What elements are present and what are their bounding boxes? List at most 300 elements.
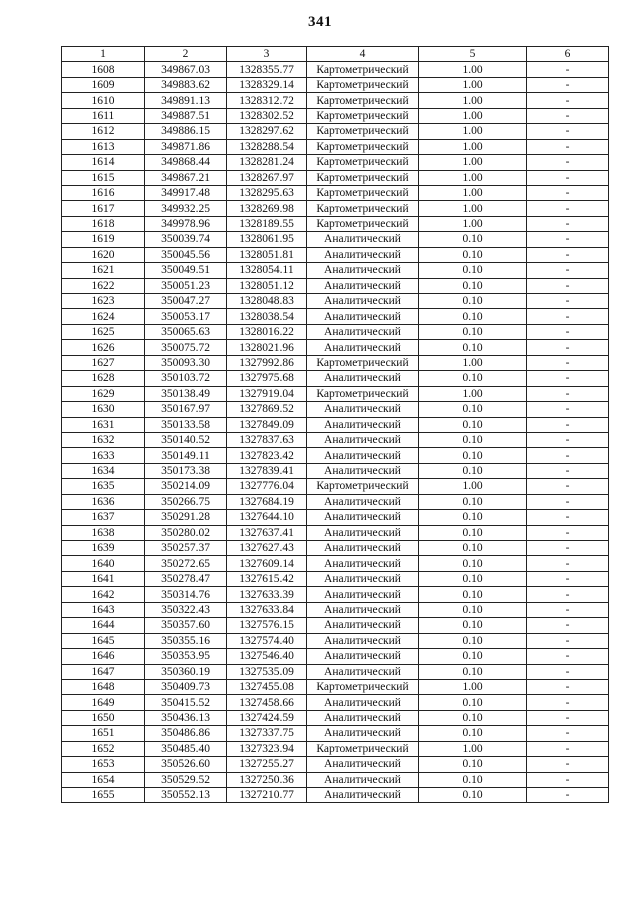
table-row xyxy=(62,510,609,525)
note-cell: - xyxy=(527,155,609,170)
y-coordinate-cell: 1328054.11 xyxy=(227,263,307,278)
x-coordinate-cell: 350314.76 xyxy=(145,587,227,602)
x-coordinate-cell: 350436.13 xyxy=(145,710,227,725)
column-header-3: 3 xyxy=(227,47,307,62)
point-number-cell: 1648 xyxy=(62,679,145,694)
method-cell: Аналитический xyxy=(307,757,419,772)
point-number-cell: 1618 xyxy=(62,216,145,231)
x-coordinate-cell: 350257.37 xyxy=(145,541,227,556)
method-cell: Аналитический xyxy=(307,294,419,309)
accuracy-cell: 0.10 xyxy=(419,510,527,525)
table-row xyxy=(62,402,609,417)
x-coordinate-cell: 350526.60 xyxy=(145,757,227,772)
point-number-cell: 1650 xyxy=(62,710,145,725)
point-number-cell: 1654 xyxy=(62,772,145,787)
x-coordinate-cell: 350133.58 xyxy=(145,417,227,432)
accuracy-cell: 0.10 xyxy=(419,633,527,648)
accuracy-cell: 0.10 xyxy=(419,710,527,725)
method-cell: Аналитический xyxy=(307,618,419,633)
x-coordinate-cell: 350149.11 xyxy=(145,448,227,463)
note-cell: - xyxy=(527,788,609,803)
note-cell: - xyxy=(527,541,609,556)
table-row xyxy=(62,757,609,772)
accuracy-cell: 1.00 xyxy=(419,62,527,77)
point-number-cell: 1637 xyxy=(62,510,145,525)
table-row xyxy=(62,170,609,185)
y-coordinate-cell: 1328329.14 xyxy=(227,77,307,92)
note-cell: - xyxy=(527,494,609,509)
table-row xyxy=(62,448,609,463)
accuracy-cell: 0.10 xyxy=(419,232,527,247)
y-coordinate-cell: 1328021.96 xyxy=(227,340,307,355)
accuracy-cell: 1.00 xyxy=(419,93,527,108)
y-coordinate-cell: 1327919.04 xyxy=(227,386,307,401)
accuracy-cell: 0.10 xyxy=(419,448,527,463)
table-row xyxy=(62,340,609,355)
point-number-cell: 1625 xyxy=(62,324,145,339)
column-header-1: 1 xyxy=(62,47,145,62)
method-cell: Аналитический xyxy=(307,463,419,478)
method-cell: Картометрический xyxy=(307,185,419,200)
method-cell: Аналитический xyxy=(307,263,419,278)
table-row xyxy=(62,185,609,200)
point-number-cell: 1638 xyxy=(62,525,145,540)
y-coordinate-cell: 1328038.54 xyxy=(227,309,307,324)
point-number-cell: 1646 xyxy=(62,649,145,664)
note-cell: - xyxy=(527,741,609,756)
point-number-cell: 1651 xyxy=(62,726,145,741)
method-cell: Аналитический xyxy=(307,633,419,648)
note-cell: - xyxy=(527,695,609,710)
table-row xyxy=(62,541,609,556)
note-cell: - xyxy=(527,93,609,108)
accuracy-cell: 1.00 xyxy=(419,108,527,123)
note-cell: - xyxy=(527,664,609,679)
method-cell: Аналитический xyxy=(307,324,419,339)
note-cell: - xyxy=(527,139,609,154)
point-number-cell: 1613 xyxy=(62,139,145,154)
point-number-cell: 1634 xyxy=(62,463,145,478)
note-cell: - xyxy=(527,772,609,787)
x-coordinate-cell: 350214.09 xyxy=(145,479,227,494)
x-coordinate-cell: 350065.63 xyxy=(145,324,227,339)
point-number-cell: 1633 xyxy=(62,448,145,463)
note-cell: - xyxy=(527,62,609,77)
coordinates-table xyxy=(61,46,609,803)
table-row xyxy=(62,309,609,324)
table-row xyxy=(62,155,609,170)
y-coordinate-cell: 1327546.40 xyxy=(227,649,307,664)
method-cell: Картометрический xyxy=(307,386,419,401)
method-cell: Аналитический xyxy=(307,448,419,463)
accuracy-cell: 1.00 xyxy=(419,386,527,401)
note-cell: - xyxy=(527,108,609,123)
point-number-cell: 1608 xyxy=(62,62,145,77)
y-coordinate-cell: 1328302.52 xyxy=(227,108,307,123)
x-coordinate-cell: 350272.65 xyxy=(145,556,227,571)
method-cell: Картометрический xyxy=(307,170,419,185)
accuracy-cell: 1.00 xyxy=(419,139,527,154)
method-cell: Аналитический xyxy=(307,587,419,602)
method-cell: Аналитический xyxy=(307,695,419,710)
accuracy-cell: 0.10 xyxy=(419,541,527,556)
note-cell: - xyxy=(527,324,609,339)
note-cell: - xyxy=(527,618,609,633)
y-coordinate-cell: 1327644.10 xyxy=(227,510,307,525)
note-cell: - xyxy=(527,170,609,185)
y-coordinate-cell: 1327615.42 xyxy=(227,571,307,586)
accuracy-cell: 0.10 xyxy=(419,494,527,509)
method-cell: Аналитический xyxy=(307,371,419,386)
y-coordinate-cell: 1327849.09 xyxy=(227,417,307,432)
x-coordinate-cell: 350173.38 xyxy=(145,463,227,478)
accuracy-cell: 0.10 xyxy=(419,371,527,386)
accuracy-cell: 1.00 xyxy=(419,170,527,185)
accuracy-cell: 0.10 xyxy=(419,556,527,571)
column-header-6: 6 xyxy=(527,47,609,62)
table-row xyxy=(62,710,609,725)
method-cell: Картометрический xyxy=(307,93,419,108)
note-cell: - xyxy=(527,402,609,417)
note-cell: - xyxy=(527,185,609,200)
point-number-cell: 1617 xyxy=(62,201,145,216)
y-coordinate-cell: 1327627.43 xyxy=(227,541,307,556)
x-coordinate-cell: 350167.97 xyxy=(145,402,227,417)
point-number-cell: 1645 xyxy=(62,633,145,648)
y-coordinate-cell: 1328312.72 xyxy=(227,93,307,108)
x-coordinate-cell: 349868.44 xyxy=(145,155,227,170)
x-coordinate-cell: 350409.73 xyxy=(145,679,227,694)
y-coordinate-cell: 1327633.39 xyxy=(227,587,307,602)
point-number-cell: 1631 xyxy=(62,417,145,432)
table-row xyxy=(62,201,609,216)
point-number-cell: 1629 xyxy=(62,386,145,401)
accuracy-cell: 0.10 xyxy=(419,602,527,617)
table-header xyxy=(62,47,609,62)
table-row xyxy=(62,93,609,108)
x-coordinate-cell: 350360.19 xyxy=(145,664,227,679)
point-number-cell: 1640 xyxy=(62,556,145,571)
x-coordinate-cell: 350138.49 xyxy=(145,386,227,401)
table-body xyxy=(62,62,609,803)
point-number-cell: 1653 xyxy=(62,757,145,772)
x-coordinate-cell: 350266.75 xyxy=(145,494,227,509)
table-row xyxy=(62,788,609,803)
method-cell: Аналитический xyxy=(307,602,419,617)
y-coordinate-cell: 1327337.75 xyxy=(227,726,307,741)
table-row xyxy=(62,633,609,648)
note-cell: - xyxy=(527,463,609,478)
accuracy-cell: 0.10 xyxy=(419,788,527,803)
table-row xyxy=(62,386,609,401)
accuracy-cell: 0.10 xyxy=(419,402,527,417)
point-number-cell: 1635 xyxy=(62,479,145,494)
method-cell: Аналитический xyxy=(307,726,419,741)
method-cell: Аналитический xyxy=(307,309,419,324)
note-cell: - xyxy=(527,309,609,324)
point-number-cell: 1649 xyxy=(62,695,145,710)
x-coordinate-cell: 350093.30 xyxy=(145,355,227,370)
point-number-cell: 1609 xyxy=(62,77,145,92)
table-row xyxy=(62,371,609,386)
y-coordinate-cell: 1327576.15 xyxy=(227,618,307,633)
y-coordinate-cell: 1328051.81 xyxy=(227,247,307,262)
method-cell: Картометрический xyxy=(307,201,419,216)
note-cell: - xyxy=(527,649,609,664)
y-coordinate-cell: 1327992.86 xyxy=(227,355,307,370)
point-number-cell: 1642 xyxy=(62,587,145,602)
accuracy-cell: 0.10 xyxy=(419,664,527,679)
y-coordinate-cell: 1327424.59 xyxy=(227,710,307,725)
point-number-cell: 1644 xyxy=(62,618,145,633)
y-coordinate-cell: 1327255.27 xyxy=(227,757,307,772)
x-coordinate-cell: 350355.16 xyxy=(145,633,227,648)
y-coordinate-cell: 1327574.40 xyxy=(227,633,307,648)
point-number-cell: 1620 xyxy=(62,247,145,262)
method-cell: Картометрический xyxy=(307,155,419,170)
note-cell: - xyxy=(527,232,609,247)
method-cell: Аналитический xyxy=(307,571,419,586)
x-coordinate-cell: 350353.95 xyxy=(145,649,227,664)
method-cell: Картометрический xyxy=(307,679,419,694)
accuracy-cell: 0.10 xyxy=(419,757,527,772)
y-coordinate-cell: 1328269.98 xyxy=(227,201,307,216)
note-cell: - xyxy=(527,571,609,586)
column-header-4: 4 xyxy=(307,47,419,62)
x-coordinate-cell: 350357.60 xyxy=(145,618,227,633)
table-row xyxy=(62,571,609,586)
accuracy-cell: 0.10 xyxy=(419,618,527,633)
accuracy-cell: 0.10 xyxy=(419,726,527,741)
accuracy-cell: 1.00 xyxy=(419,355,527,370)
accuracy-cell: 0.10 xyxy=(419,247,527,262)
method-cell: Аналитический xyxy=(307,664,419,679)
table-row xyxy=(62,494,609,509)
accuracy-cell: 0.10 xyxy=(419,463,527,478)
method-cell: Аналитический xyxy=(307,541,419,556)
table-row xyxy=(62,463,609,478)
point-number-cell: 1614 xyxy=(62,155,145,170)
method-cell: Картометрический xyxy=(307,77,419,92)
accuracy-cell: 0.10 xyxy=(419,278,527,293)
accuracy-cell: 0.10 xyxy=(419,571,527,586)
point-number-cell: 1621 xyxy=(62,263,145,278)
accuracy-cell: 1.00 xyxy=(419,155,527,170)
accuracy-cell: 1.00 xyxy=(419,124,527,139)
table-row xyxy=(62,324,609,339)
method-cell: Аналитический xyxy=(307,510,419,525)
y-coordinate-cell: 1328295.63 xyxy=(227,185,307,200)
note-cell: - xyxy=(527,247,609,262)
table-row xyxy=(62,618,609,633)
y-coordinate-cell: 1328267.97 xyxy=(227,170,307,185)
table-row xyxy=(62,741,609,756)
method-cell: Аналитический xyxy=(307,556,419,571)
y-coordinate-cell: 1328061.95 xyxy=(227,232,307,247)
method-cell: Аналитический xyxy=(307,247,419,262)
x-coordinate-cell: 349871.86 xyxy=(145,139,227,154)
y-coordinate-cell: 1327535.09 xyxy=(227,664,307,679)
accuracy-cell: 0.10 xyxy=(419,309,527,324)
accuracy-cell: 0.10 xyxy=(419,525,527,540)
accuracy-cell: 0.10 xyxy=(419,587,527,602)
note-cell: - xyxy=(527,77,609,92)
x-coordinate-cell: 350485.40 xyxy=(145,741,227,756)
x-coordinate-cell: 350322.43 xyxy=(145,602,227,617)
x-coordinate-cell: 349886.15 xyxy=(145,124,227,139)
point-number-cell: 1612 xyxy=(62,124,145,139)
x-coordinate-cell: 349883.62 xyxy=(145,77,227,92)
table-row xyxy=(62,232,609,247)
x-coordinate-cell: 349917.48 xyxy=(145,185,227,200)
y-coordinate-cell: 1327633.84 xyxy=(227,602,307,617)
y-coordinate-cell: 1328189.55 xyxy=(227,216,307,231)
point-number-cell: 1624 xyxy=(62,309,145,324)
point-number-cell: 1641 xyxy=(62,571,145,586)
x-coordinate-cell: 349932.25 xyxy=(145,201,227,216)
point-number-cell: 1619 xyxy=(62,232,145,247)
table-row xyxy=(62,216,609,231)
accuracy-cell: 0.10 xyxy=(419,695,527,710)
note-cell: - xyxy=(527,340,609,355)
header-row xyxy=(62,47,609,62)
y-coordinate-cell: 1327637.41 xyxy=(227,525,307,540)
x-coordinate-cell: 350415.52 xyxy=(145,695,227,710)
method-cell: Аналитический xyxy=(307,278,419,293)
x-coordinate-cell: 350051.23 xyxy=(145,278,227,293)
point-number-cell: 1611 xyxy=(62,108,145,123)
x-coordinate-cell: 350039.74 xyxy=(145,232,227,247)
page-number: 341 xyxy=(308,14,332,30)
x-coordinate-cell: 350075.72 xyxy=(145,340,227,355)
method-cell: Картометрический xyxy=(307,108,419,123)
x-coordinate-cell: 349887.51 xyxy=(145,108,227,123)
y-coordinate-cell: 1327684.19 xyxy=(227,494,307,509)
point-number-cell: 1632 xyxy=(62,432,145,447)
y-coordinate-cell: 1327458.66 xyxy=(227,695,307,710)
point-number-cell: 1626 xyxy=(62,340,145,355)
accuracy-cell: 1.00 xyxy=(419,201,527,216)
y-coordinate-cell: 1328281.24 xyxy=(227,155,307,170)
accuracy-cell: 1.00 xyxy=(419,185,527,200)
method-cell: Аналитический xyxy=(307,788,419,803)
accuracy-cell: 0.10 xyxy=(419,772,527,787)
accuracy-cell: 1.00 xyxy=(419,216,527,231)
y-coordinate-cell: 1328297.62 xyxy=(227,124,307,139)
table-row xyxy=(62,108,609,123)
note-cell: - xyxy=(527,479,609,494)
table-row xyxy=(62,556,609,571)
point-number-cell: 1636 xyxy=(62,494,145,509)
accuracy-cell: 0.10 xyxy=(419,432,527,447)
x-coordinate-cell: 350291.28 xyxy=(145,510,227,525)
column-header-5: 5 xyxy=(419,47,527,62)
accuracy-cell: 1.00 xyxy=(419,77,527,92)
note-cell: - xyxy=(527,278,609,293)
point-number-cell: 1643 xyxy=(62,602,145,617)
method-cell: Картометрический xyxy=(307,139,419,154)
y-coordinate-cell: 1327323.94 xyxy=(227,741,307,756)
method-cell: Картометрический xyxy=(307,479,419,494)
point-number-cell: 1652 xyxy=(62,741,145,756)
point-number-cell: 1622 xyxy=(62,278,145,293)
note-cell: - xyxy=(527,201,609,216)
accuracy-cell: 1.00 xyxy=(419,479,527,494)
table-row xyxy=(62,432,609,447)
table-row xyxy=(62,649,609,664)
y-coordinate-cell: 1328016.22 xyxy=(227,324,307,339)
point-number-cell: 1628 xyxy=(62,371,145,386)
table-row xyxy=(62,62,609,77)
accuracy-cell: 1.00 xyxy=(419,679,527,694)
table-row xyxy=(62,124,609,139)
y-coordinate-cell: 1328051.12 xyxy=(227,278,307,293)
accuracy-cell: 0.10 xyxy=(419,294,527,309)
accuracy-cell: 0.10 xyxy=(419,324,527,339)
x-coordinate-cell: 349891.13 xyxy=(145,93,227,108)
table-row xyxy=(62,525,609,540)
point-number-cell: 1616 xyxy=(62,185,145,200)
y-coordinate-cell: 1327776.04 xyxy=(227,479,307,494)
table-row xyxy=(62,695,609,710)
y-coordinate-cell: 1327250.36 xyxy=(227,772,307,787)
note-cell: - xyxy=(527,633,609,648)
method-cell: Аналитический xyxy=(307,417,419,432)
table-row xyxy=(62,726,609,741)
x-coordinate-cell: 349978.96 xyxy=(145,216,227,231)
note-cell: - xyxy=(527,525,609,540)
method-cell: Аналитический xyxy=(307,525,419,540)
accuracy-cell: 1.00 xyxy=(419,741,527,756)
accuracy-cell: 0.10 xyxy=(419,263,527,278)
point-number-cell: 1610 xyxy=(62,93,145,108)
method-cell: Аналитический xyxy=(307,649,419,664)
method-cell: Картометрический xyxy=(307,124,419,139)
x-coordinate-cell: 350278.47 xyxy=(145,571,227,586)
note-cell: - xyxy=(527,448,609,463)
accuracy-cell: 0.10 xyxy=(419,340,527,355)
method-cell: Аналитический xyxy=(307,232,419,247)
point-number-cell: 1655 xyxy=(62,788,145,803)
table-row xyxy=(62,417,609,432)
note-cell: - xyxy=(527,216,609,231)
note-cell: - xyxy=(527,587,609,602)
method-cell: Аналитический xyxy=(307,772,419,787)
note-cell: - xyxy=(527,602,609,617)
table-row xyxy=(62,772,609,787)
note-cell: - xyxy=(527,386,609,401)
y-coordinate-cell: 1328048.83 xyxy=(227,294,307,309)
note-cell: - xyxy=(527,371,609,386)
x-coordinate-cell: 350103.72 xyxy=(145,371,227,386)
note-cell: - xyxy=(527,726,609,741)
y-coordinate-cell: 1327455.08 xyxy=(227,679,307,694)
point-number-cell: 1627 xyxy=(62,355,145,370)
table-row xyxy=(62,355,609,370)
y-coordinate-cell: 1328355.77 xyxy=(227,62,307,77)
point-number-cell: 1630 xyxy=(62,402,145,417)
note-cell: - xyxy=(527,679,609,694)
y-coordinate-cell: 1327823.42 xyxy=(227,448,307,463)
point-number-cell: 1623 xyxy=(62,294,145,309)
x-coordinate-cell: 350047.27 xyxy=(145,294,227,309)
note-cell: - xyxy=(527,124,609,139)
method-cell: Картометрический xyxy=(307,355,419,370)
x-coordinate-cell: 350140.52 xyxy=(145,432,227,447)
x-coordinate-cell: 350049.51 xyxy=(145,263,227,278)
table-row xyxy=(62,479,609,494)
method-cell: Аналитический xyxy=(307,402,419,417)
